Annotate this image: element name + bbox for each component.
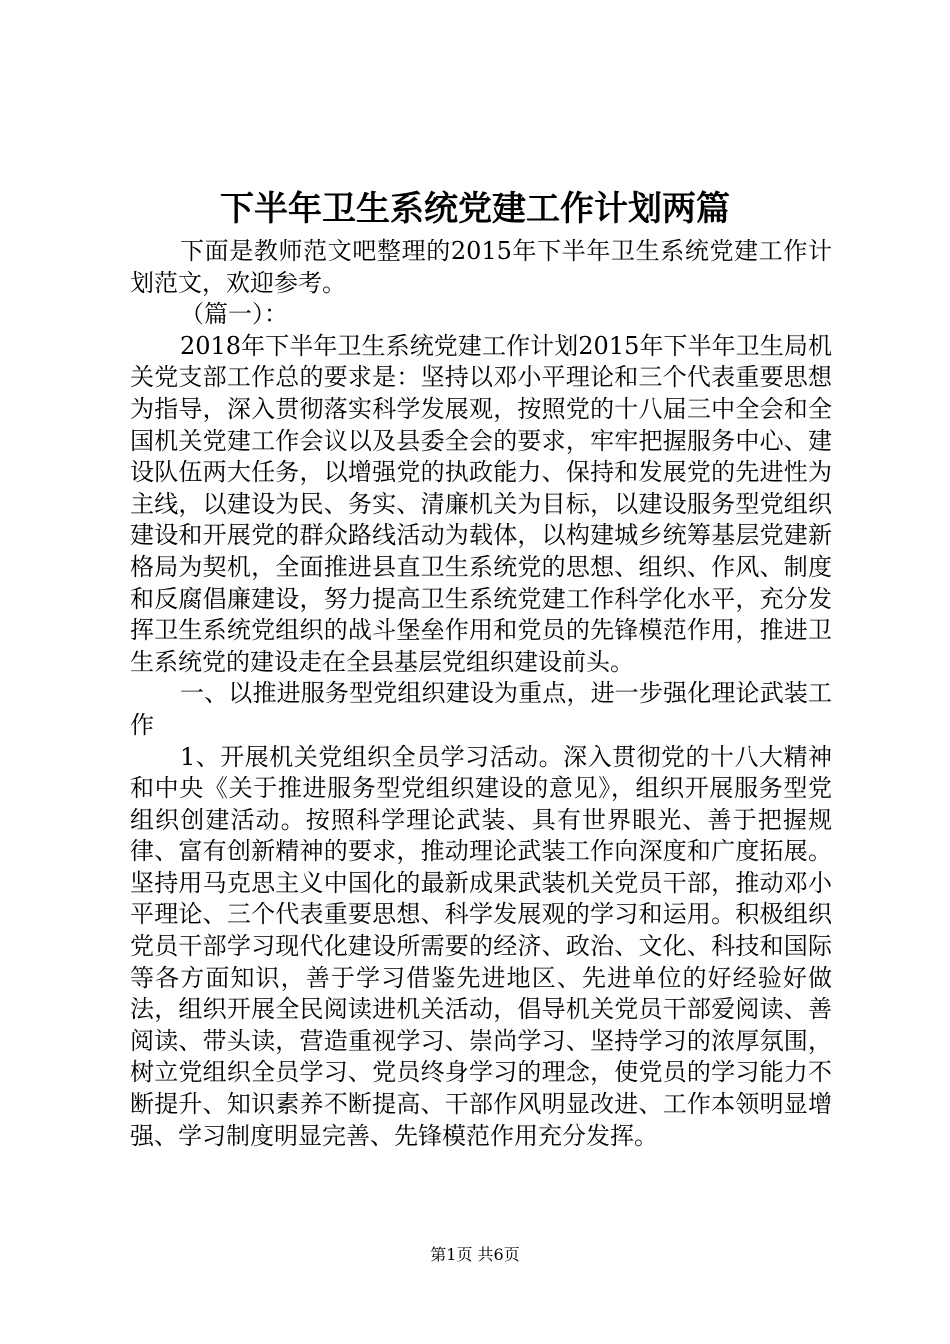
page-footer: 第1页 共6页 xyxy=(430,1245,520,1264)
paragraph-1: 2018年下半年卫生系统党建工作计划2015年下半年卫生局机关党支部工作总的要求是：坚持以邓小平理论和三个代表重要思想为指导，深入贯彻落实科学发展观，按照党的十八届三中全会和全国机关党建工作会议以及县委全会的要求，牢牢把握服务中心、建设队伍两大任务，以增强党的执政能力、保持和发展党的先进性为主线，以建设为民、务实、清廉机关为目标，以建设服务型党组织建设和开展党的群众路线活动为载体，以构建城乡统筹基层党建新格局为契机，全面推进县直卫生系统党的思想、组织、作风、制度和反腐倡廉建设，努力提高卫生系统党建工作科学化水平，充分发挥卫生系统党组织的战斗堡垒作用和党员的先锋模范作用，推进卫生系统党的建设走在全县基层党组织建设前头。 xyxy=(130,331,832,676)
section-label: （篇一）： xyxy=(180,300,288,329)
intro-paragraph: 下面是教师范文吧整理的2015年下半年卫生系统党建工作计划范文，欢迎参考。 xyxy=(130,237,832,297)
paragraph-2: 1、开展机关党组织全员学习活动。深入贯彻党的十八大精神和中央《关于推进服务型党组织建设的意见》，组织开展服务型党组织创建活动。按照科学理论武装、具有世界眼光、善于把握规律、富有创新精神的要求，推动理论武装工作向深度和广度拓展。坚持用马克思主义中国化的最新成果武装机关党员干部，推动邓小平理论、三个代表重要思想、科学发展观的学习和运用。积极组织党员干部学习现代化建设所需要的经济、政治、文化、科技和国际等各方面知识，善于学习借鉴先进地区、先进单位的好经验好做法，组织开展全民阅读进机关活动，倡导机关党员干部爱阅读、善阅读、带头读，营造重视学习、崇尚学习、坚持学习的浓厚氛围，树立党组织全员学习、党员终身学习的理念，使党员的学习能力不断提升、知识素养不断提高、干部作风明显改进、工作本领明显增强、学习制度明显完善、先锋模范作用充分发挥。 xyxy=(130,742,832,1150)
document-title: 下半年卫生系统党建工作计划两篇 xyxy=(220,189,730,229)
section-heading-1: 一、以推进服务型党组织建设为重点，进一步强化理论武装工作 xyxy=(130,679,832,739)
document-body xyxy=(130,236,832,1152)
